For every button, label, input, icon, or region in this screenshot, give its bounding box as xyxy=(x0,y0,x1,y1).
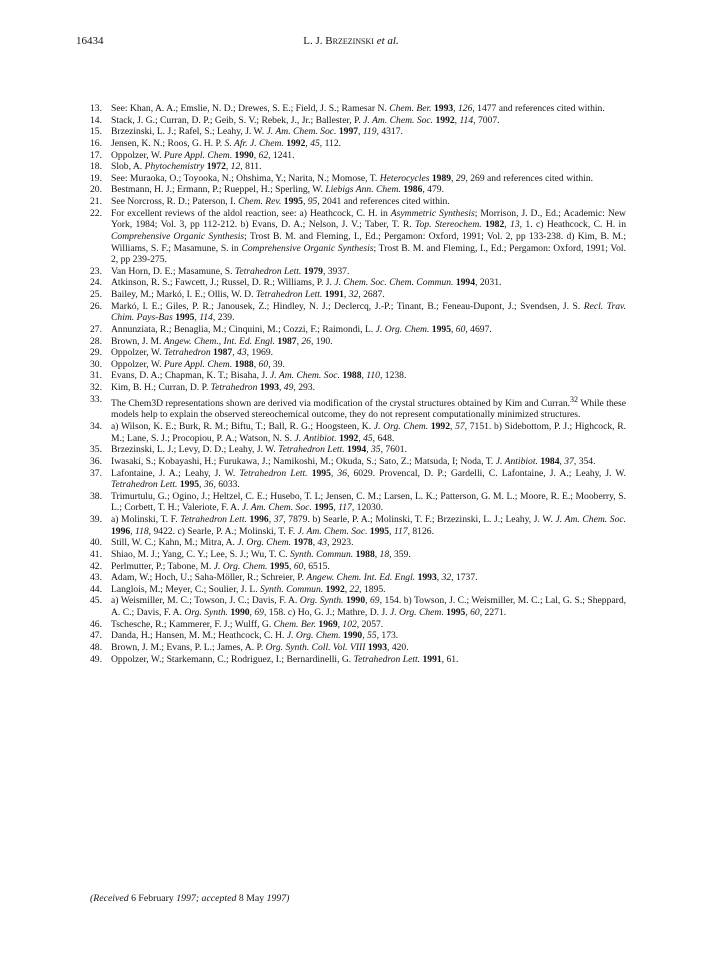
reference-item xyxy=(90,277,626,289)
reference-text: Oppolzer, W. Pure Appl. Chem. 1990, 62, 1241. xyxy=(111,149,295,161)
reference-number: 24. xyxy=(90,277,102,289)
reference-text: Brown, J. M. Angew. Chem., Int. Ed. Engl. 1987, 26, 190. xyxy=(111,335,333,347)
reference-number: 43. xyxy=(90,572,102,584)
reference-item xyxy=(90,370,626,382)
reference-text: See: Khan, A. A.; Emslie, N. D.; Drewes, S. E.; Field, J. S.; Ramesar N. Chem. Ber. 1993, 126, 1477 and references cited within. xyxy=(111,103,605,114)
reference-number: 20. xyxy=(90,184,102,196)
reference-text: The Chem3D representations shown are derived via modification of the crystal structures obtained by Kim and Curran.$^{32}$ While these models help to explain the observed stereochemical outcome, they do not represent computationally minimized structures. xyxy=(111,394,627,421)
reference-number: 48. xyxy=(90,641,102,653)
reference-text: Lafontaine, J. A.; Leahy, J. W. Tetrahedron Lett. 1995, 36, 6029. Provencal, D. P.; Gardelli, C. Lafontaine, J. A.; Leahy, J. W. Tetrahedron Lett. 1995, 36, 6033. xyxy=(111,467,627,491)
reference-text: Langlois, M.; Meyer, C.; Soulier, J. L. Synth. Commun. 1992, 22, 1895. xyxy=(111,583,386,595)
reference-text: Trimurtulu, G.; Ogino, J.; Heltzel, C. E.; Husebo, T. L; Jensen, C. M.; Larsen, L. K.; Patterson, G. M. L.; Moore, R. E.; Mooberry, S. L.; Corbett, T. H.; Valeriote, F. A. J. Am. Chem. Soc. 1995, 117, 12030. xyxy=(111,490,626,514)
reference-item xyxy=(90,584,626,596)
reference-number: 31. xyxy=(90,370,102,382)
reference-number: 16. xyxy=(90,137,102,149)
reference-number: 18. xyxy=(90,161,102,173)
reference-number: 42. xyxy=(90,560,102,572)
reference-item xyxy=(90,421,626,444)
reference-number: 46. xyxy=(90,618,102,630)
reference-number: 49. xyxy=(90,653,102,665)
reference-item xyxy=(90,382,626,394)
reference-number: 40. xyxy=(90,537,102,549)
reference-item xyxy=(90,126,626,138)
reference-number: 17. xyxy=(90,149,102,161)
reference-text: Stack, J. G.; Curran, D. P.; Geib, S. V.; Rebek, J., Jr.; Ballester, P. J. Am. Chem. Soc. 1992, 114, 7007. xyxy=(111,114,500,126)
reference-item xyxy=(90,359,626,371)
running-head-surname: Brzezinski xyxy=(325,35,374,47)
reference-item xyxy=(90,138,626,150)
reference-item xyxy=(90,161,626,173)
reference-item xyxy=(90,619,626,631)
reference-number: 38. xyxy=(90,490,102,502)
reference-text: Kim, B. H.; Curran, D. P. Tetrahedron 1993, 49, 293. xyxy=(111,382,315,393)
reference-text: Slob, A. Phytochemistry 1972, 12, 811. xyxy=(111,161,262,173)
reference-item xyxy=(90,301,626,324)
reference-item xyxy=(90,184,626,196)
reference-item xyxy=(90,630,626,642)
reference-item xyxy=(90,654,626,666)
reference-item xyxy=(90,444,626,456)
reference-text: See: Muraoka, O.; Toyooka, N.; Ohshima, Y.; Narita, N.; Momose, T. Heterocycles 1989, 29, 269 and references cited within. xyxy=(111,172,594,184)
reference-item xyxy=(90,549,626,561)
reference-number: 30. xyxy=(90,358,102,370)
reference-number: 27. xyxy=(90,323,102,335)
reference-list xyxy=(90,103,626,665)
reference-text: Oppolzer, W. Pure Appl. Chem. 1988, 60, 39. xyxy=(111,358,285,370)
reference-text: Oppolzer, W.; Starkemann, C.; Rodriguez, I.; Bernardinelli, G. Tetrahedron Lett. 1991, 61. xyxy=(111,653,459,665)
reference-text: Danda, H.; Hansen, M. M.; Heathcock, C. H. J. Org. Chem. 1990, 55, 173. xyxy=(111,630,399,642)
reference-item xyxy=(90,115,626,127)
reference-item xyxy=(90,173,626,185)
reference-text: Van Horn, D. E.; Masamune, S. Tetrahedron Lett. 1979, 3937. xyxy=(111,265,350,277)
received-line: (Received 6 February 1997; accepted 8 May 1997) xyxy=(90,893,290,904)
reference-number: 34. xyxy=(90,421,102,433)
reference-text: Jensen, K. N.; Roos, G. H. P. S. Afr. J. Chem. 1992, 45, 112. xyxy=(111,137,342,149)
reference-text: Brzezinski, L. J.; Rafel, S.; Leahy, J. W. J. Am. Chem. Soc. 1997, 119, 4317. xyxy=(111,126,403,138)
reference-number: 35. xyxy=(90,444,102,456)
reference-item xyxy=(90,561,626,573)
reference-number: 32. xyxy=(90,382,102,393)
reference-item xyxy=(90,394,626,421)
reference-text: Bestmann, H. J.; Ermann, P.; Rueppel, H.; Sperling, W. Liebigs Ann. Chem. 1986, 479. xyxy=(111,184,444,196)
reference-number: 23. xyxy=(90,265,102,277)
reference-item xyxy=(90,336,626,348)
reference-text: a) Weismiller, M. C.; Towson, J. C.; Davis, F. A. Org. Synth. 1990, 69, 154. b) Towson, J. C.; Weismiller, M. C.; Lal, G. S.; Sheppard, A. C.; Davis, F. A. Org. Synth. 1990, 69, 158. c) Ho, G. J.; Mathre, D. J. J. Org. Chem. 1995, 60, 2271. xyxy=(111,595,627,619)
reference-text: Adam, W.; Hoch, U.; Saha-Möller, R.; Schreier, P. Angew. Chem. Int. Ed. Engl. 1993, 32, 1737. xyxy=(111,572,478,584)
reference-number: 47. xyxy=(90,630,102,642)
reference-number: 41. xyxy=(90,548,102,560)
running-head-et-al: et al. xyxy=(373,35,399,47)
running-head-initials: L. J. xyxy=(303,35,326,47)
reference-item xyxy=(90,208,626,266)
reference-item xyxy=(90,491,626,514)
reference-item xyxy=(90,196,626,208)
reference-number: 25. xyxy=(90,289,102,300)
reference-number: 28. xyxy=(90,335,102,347)
reference-item xyxy=(90,572,626,584)
reference-number: 29. xyxy=(90,347,102,359)
reference-number: 15. xyxy=(90,126,102,138)
reference-text: Iwasaki, S.; Kobayashi, H.; Furukawa, J.; Namikoshi, M.; Okuda, S.; Sato, Z.; Matsuda, I; Noda, T. J. Antibiot. 1984, 37, 354. xyxy=(111,455,596,467)
reference-number: 14. xyxy=(90,114,102,126)
reference-text: Shiao, M. J.; Yang, C. Y.; Lee, S. J.; Wu, T. C. Synth. Commun. 1988, 18, 359. xyxy=(111,548,411,560)
page-number: 16434 xyxy=(76,35,104,47)
reference-number: 22. xyxy=(90,207,102,219)
reference-number: 44. xyxy=(90,583,102,595)
reference-item xyxy=(90,642,626,654)
reference-item xyxy=(90,324,626,336)
reference-text: Perlmutter, P.; Tabone, M. J. Org. Chem. 1995, 60, 6515. xyxy=(111,560,330,572)
reference-text: Brown, J. M.; Evans, P. L.; James, A. P. Org. Synth. Coll. Vol. VIII 1993, 420. xyxy=(111,641,409,653)
reference-item xyxy=(90,289,626,301)
reference-text: For excellent reviews of the aldol reaction, see: a) Heathcock, C. H. in Asymmetric Synthesis; Morrison, J. D., Ed.; Academic: New York, 1984; Vol. 3, pp 112-212. b) Evans, D. A.; Nelson, J. V.; Taber, T. R. Top. Stereochem. 1982, 13, 1. c) Heathcock, C. H. in Comprehensive Organic Synthesis; Trost B. M. and Fleming, I., Ed.; Pergamon: Oxford, 1991; Vol. 2, pp 133-238. d) Kim, B. M.; Williams, S. F.; Masamune, S. in Comprehensive Organic Synthesis; Trost B. M. and Fleming, I., Ed.; Pergamon: Oxford, 1991; Vol. 2, pp 239-275. xyxy=(111,207,626,266)
reference-number: 36. xyxy=(90,455,102,467)
reference-text: Atkinson, R. S.; Fawcett, J.; Russel, D. R.; Williams, P. J. J. Chem. Soc. Chem. Commun. 1994, 2031. xyxy=(111,277,502,289)
running-head xyxy=(76,34,626,48)
reference-number: 33. xyxy=(90,393,102,405)
reference-number: 19. xyxy=(90,172,102,184)
reference-item xyxy=(90,456,626,468)
reference-number: 26. xyxy=(90,300,102,312)
reference-text: Markó, I. E.; Giles, P. R.; Janousek, Z.; Hindley, N. J.; Declercq, J.-P.; Tinant, B.; Feneau-Dupont, J.; Svendsen, J. S. Recl. Trav. Chim. Pays-Bas 1995, 114, 239. xyxy=(111,300,626,324)
reference-text: Brzezinski, L. J.; Levy, D. D.; Leahy, J. W. Tetrahedron Lett. 1994, 35, 7601. xyxy=(111,444,407,456)
reference-item xyxy=(90,266,626,278)
reference-item xyxy=(90,347,626,359)
reference-number: 21. xyxy=(90,196,102,207)
reference-text: Tschesche, R.; Kammerer, F. J.; Wulff, G. Chem. Ber. 1969, 102, 2057. xyxy=(111,618,384,630)
reference-item xyxy=(90,103,626,115)
reference-item xyxy=(90,468,626,491)
reference-text: Oppolzer, W. Tetrahedron 1987, 43, 1969. xyxy=(111,347,274,359)
reference-number: 39. xyxy=(90,514,102,526)
reference-text: Still, W. C.; Kahn, M.; Mitra, A. J. Org. Chem. 1978, 43, 2923. xyxy=(111,537,354,549)
reference-item xyxy=(90,595,626,618)
page-header xyxy=(76,34,626,48)
reference-text: See Norcross, R. D.; Paterson, I. Chem. Rev. 1995, 95, 2041 and references cited within. xyxy=(111,196,450,207)
reference-number: 37. xyxy=(90,467,102,479)
reference-number: 13. xyxy=(90,103,102,114)
reference-text: Annunziata, R.; Benaglia, M.; Cinquini, M.; Cozzi, F.; Raimondi, L. J. Org. Chem. 1995, 60, 4697. xyxy=(111,323,492,335)
reference-text: Bailey, M.; Markó, I. E.; Ollis, W. D. Tetrahedron Lett. 1991, 32, 2687. xyxy=(111,289,385,300)
reference-item xyxy=(90,514,626,537)
reference-item xyxy=(90,150,626,162)
reference-text: a) Wilson, K. E.; Burk, R. M.; Biftu, T.; Ball, R. G.; Hoogsteen, K. J. Org. Chem. 1992, 57, 7151. b) Sidebottom, P. J.; Highcock, R. M.; Lane, S. J.; Procopiou, P. A.; Watson, N. S. J. Antibiot. 1992, 45, 648. xyxy=(111,421,626,444)
reference-text: Evans, D. A.; Chapman, K. T.; Bisaha, J. J. Am. Chem. Soc. 1988, 110, 1238. xyxy=(111,370,407,382)
reference-text: a) Molinski, T. F. Tetrahedron Lett. 1996, 37, 7879. b) Searle, P. A.; Molinski, T. F.; Brzezinski, L. J.; Leahy, J. W. J. Am. Chem. Soc. 1996, 118, 9422. c) Searle, P. A.; Molinski, T. F. J. Am. Chem. Soc. 1995, 117, 8126. xyxy=(111,514,627,537)
reference-number: 45. xyxy=(90,595,102,607)
reference-item xyxy=(90,537,626,549)
